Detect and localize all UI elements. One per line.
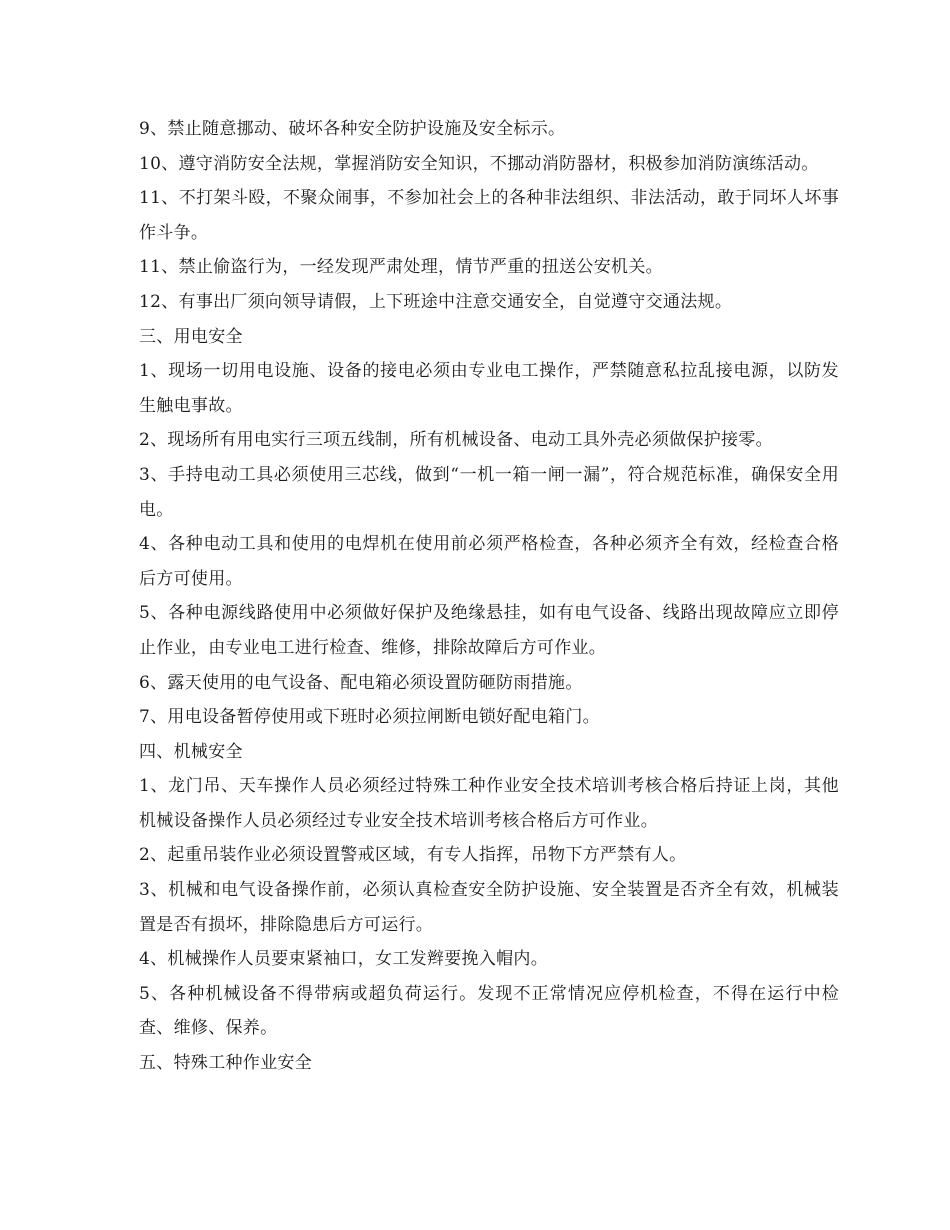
paragraph-mechanical-3: 3、机械和电气设备操作前，必须认真检查安全防护设施、安全装置是否齐全有效，机械装置是否有损坏，排除隐患后方可运行。 xyxy=(139,880,839,935)
paragraph-electrical-5: 5、各种电源线路使用中必须做好保护及绝缘悬挂，如有电气设备、线路出现故障应立即停止作业，由专业电工进行检查、维修，排除故障后方可作业。 xyxy=(139,603,839,658)
section-heading-electrical-safety: 三、用电安全 xyxy=(139,326,243,347)
paragraph-rule-9: 9、禁止随意挪动、破坏各种安全防护设施及安全标示。 xyxy=(139,119,566,139)
paragraph-mechanical-1: 1、龙门吊、天车操作人员必须经过特殊工种作业安全技术培训考核合格后持证上岗，其他机械设备操作人员必须经过专业安全技术培训考核合格后方可作业。 xyxy=(139,776,839,831)
paragraph-electrical-6: 6、露天使用的电气设备、配电箱必须设置防砸防雨措施。 xyxy=(139,672,583,693)
paragraph-rule-11b: 11、禁止偷盗行为，一经发现严肃处理，情节严重的扭送公安机关。 xyxy=(139,257,663,278)
paragraph-mechanical-4: 4、机械操作人员要束紧袖口，女工发辫要挽入帽内。 xyxy=(139,949,549,970)
section-heading-special-work-safety: 五、特殊工种作业安全 xyxy=(139,1053,312,1074)
section-heading-mechanical-safety: 四、机械安全 xyxy=(139,741,243,762)
paragraph-rule-12: 12、有事出厂须向领导请假，上下班途中注意交通安全，自觉遵守交通法规。 xyxy=(139,291,733,312)
paragraph-electrical-2: 2、现场所有用电实行三项五线制，所有机械设备、电动工具外壳必须做保护接零。 xyxy=(139,430,773,451)
paragraph-electrical-7: 7、用电设备暂停使用或下班时必须拉闸断电锁好配电箱门。 xyxy=(139,707,600,728)
paragraph-rule-10: 10、遵守消防安全法规，掌握消防安全知识，不挪动消防器材，积极参加消防演练活动。 xyxy=(139,153,819,174)
paragraph-electrical-1: 1、现场一切用电设施、设备的接电必须由专业电工操作，严禁随意私拉乱接电源，以防发生触电事故。 xyxy=(139,361,839,416)
paragraph-mechanical-2: 2、起重吊装作业必须设置警戒区域，有专人指挥，吊物下方严禁有人。 xyxy=(139,845,687,866)
paragraph-electrical-4: 4、各种电动工具和使用的电焊机在使用前必须严格检查，各种必须齐全有效，经检查合格后方可使用。 xyxy=(139,534,839,589)
paragraph-mechanical-5: 5、各种机械设备不得带病或超负荷运行。发现不正常情况应停机检查，不得在运行中检查、维修、保养。 xyxy=(139,983,839,1039)
paragraph-rule-11a: 11、不打架斗殴，不聚众闹事，不参加社会上的各种非法组织、非法活动，敢于同坏人坏事作斗争。 xyxy=(139,188,839,243)
paragraph-electrical-3: 3、手持电动工具必须使用三芯线，做到“一机一箱一闸一漏”，符合规范标准，确保安全用电。 xyxy=(139,464,839,520)
document-body xyxy=(139,112,839,1081)
